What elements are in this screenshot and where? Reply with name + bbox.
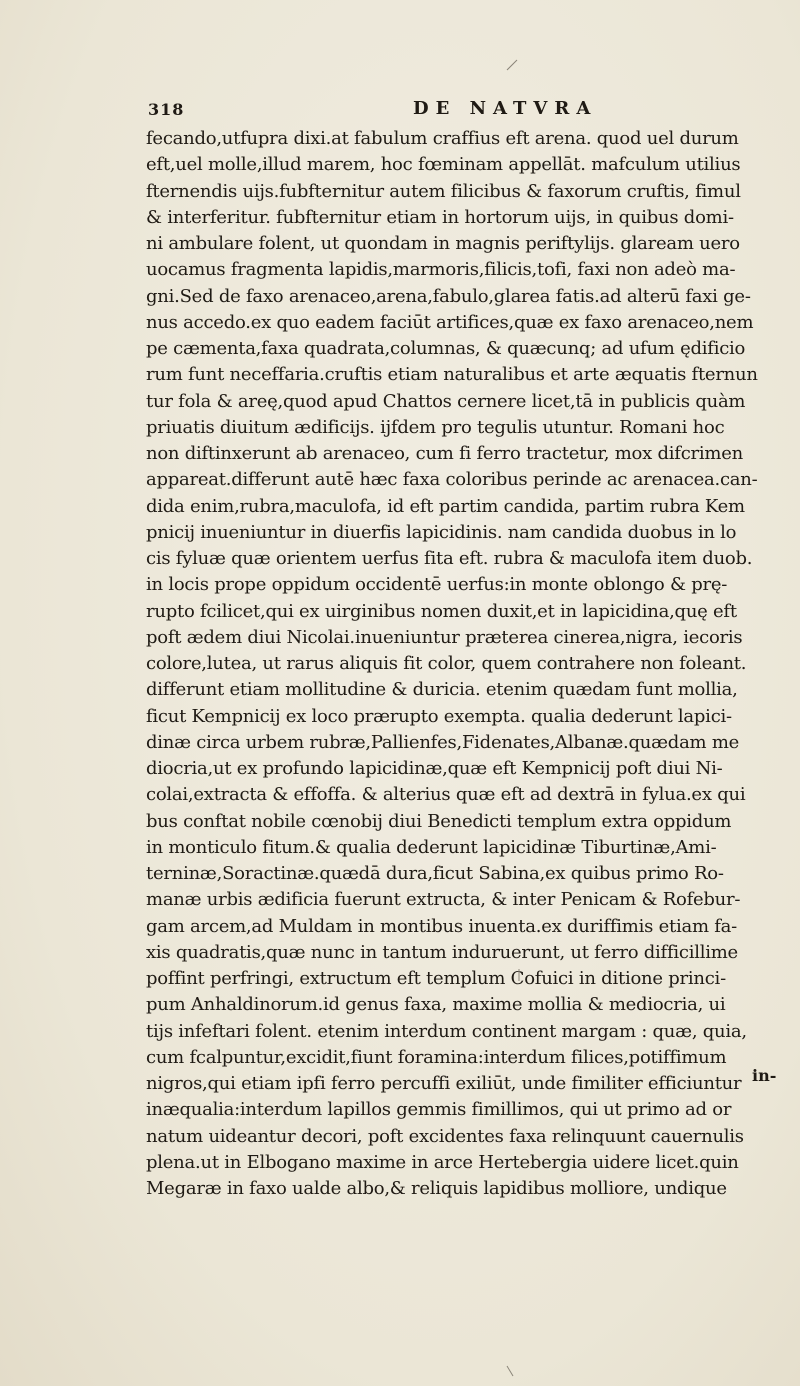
text-line: differunt etiam mollitudine & duricia. etenim quædam funt mollia, (146, 679, 738, 701)
catchword: in- (752, 1066, 777, 1085)
text-line: tijs infeftari folent. etenim interdum continent margam : quæ, quia, (146, 1020, 747, 1042)
ink-stroke-mark (505, 58, 519, 72)
text-line: xis quadratis,quæ nunc in tantum induruerunt, ut ferro difficillime (146, 941, 738, 963)
text-line: rupto fcilicet,qui ex uirginibus nomen duxit,et in lapicidina,quę eft (146, 600, 737, 622)
text-line: bus conftat nobile cœnobij diui Benedicti templum extra oppidum (146, 810, 732, 832)
page-header (148, 96, 788, 124)
text-line: uocamus fragmenta lapidis,marmoris,filicis,tofi, faxi non adeò ma- (146, 259, 736, 281)
text-line: non diftinxerunt ab arenaceo, cum fi ferro tractetur, mox difcrimen (146, 443, 743, 464)
text-line: rum funt neceffaria.cruftis etiam naturalibus et arte æquatis fternun (146, 364, 758, 386)
text-line: Megaræ in faxo ualde albo,& reliquis lapidibus molliore, undique (146, 1178, 727, 1199)
text-line: appareat.differunt autē hæc faxa coloribus perinde ac arenacea.can- (146, 469, 758, 491)
text-line: & interferitur. fubfternitur etiam in hortorum uijs, in quibus domi- (146, 206, 734, 228)
text-line: nus accedo.ex quo eadem faciūt artifices,quæ ex faxo arenaceo,nem (146, 311, 754, 333)
ink-speck-mark (515, 968, 523, 982)
text-line: cis fyluæ quæ orientem uerfus fita eft. rubra & maculofa item duob. (146, 548, 753, 569)
text-line: in monticulo fitum.& qualia dederunt lapicidinæ Tiburtinæ,Ami- (146, 836, 717, 858)
text-line: nigros,qui etiam ipfi ferro percuffi exiliūt, unde fimiliter efficiuntur (146, 1073, 742, 1094)
running-head: DE NATVRA (413, 98, 598, 119)
text-line: natum uideantur decori, poft excidentes faxa relinquunt cauernulis (146, 1125, 744, 1147)
text-line: ficut Kempnicij ex loco prærupto exempta. qualia dederunt lapici- (146, 705, 732, 727)
text-line: manæ urbis ædificia fuerunt extructa, & inter Penicam & Rofebur- (146, 889, 741, 911)
text-line: fternendis uijs.fubfternitur autem filicibus & faxorum cruftis, fimul (146, 180, 741, 202)
ink-stroke-mark (505, 1365, 515, 1377)
text-line: fecando,utfupra dixi.at fabulum craffius eft arena. quod uel durum (146, 128, 739, 149)
text-line: ni ambulare folent, ut quondam in magnis periftylijs. glaream uero (146, 233, 740, 254)
text-line: gam arcem,ad Muldam in montibus inuenta.ex duriffimis etiam fa- (146, 915, 737, 937)
text-line: dinæ circa urbem rubræ,Pallienfes,Fidenates,Albanæ.quædam me (146, 731, 740, 753)
text-line: tur fola & areę,quod apud Chattos cernere licet,tā in publicis quàm (146, 390, 746, 412)
text-line: inæqualia:interdum lapillos gemmis fimillimos, qui ut primo ad or (146, 1099, 732, 1121)
text-line: poffint perfringi, extructum eft templum Cofuici in ditione princi- (146, 968, 726, 989)
text-line: colai,extracta & effoffa. & alterius quæ eft ad dextrā in fylua.ex qui (146, 784, 746, 806)
text-line: plena.ut in Elbogano maxime in arce Hertebergia uidere licet.quin (146, 1151, 739, 1173)
text-line: poft ædem diui Nicolai.inueniuntur præterea cinerea,nigra, iecoris (146, 626, 743, 648)
text-line: pum Anhaldinorum.id genus faxa, maxime mollia & mediocria, ui (146, 994, 726, 1016)
text-line: gni.Sed de faxo arenaceo,arena,fabulo,glarea fatis.ad alterū faxi ge- (146, 285, 751, 307)
text-line: eft,uel molle,illud marem, hoc fœminam appellāt. mafculum utilius (146, 154, 741, 176)
text-line: pnicij inueniuntur in diuerfis lapicidinis. nam candida duobus in lo (146, 521, 737, 543)
text-line: cum fcalpuntur,excidit,fiunt foramina:interdum filices,potiffimum (146, 1046, 727, 1068)
text-line: diocria,ut ex profundo lapicidinæ,quæ eft Kempnicij poft diui Ni- (146, 758, 723, 779)
text-line: dida enim,rubra,maculofa, id eft partim candida, partim rubra Kem (146, 495, 745, 517)
folio-number: 318 (148, 100, 185, 119)
text-line: terninæ,Soractinæ.quædā dura,ficut Sabina,ex quibus primo Ro- (146, 863, 724, 884)
text-line: priuatis diuitum ædificijs. ijfdem pro tegulis utuntur. Romani hoc (146, 416, 725, 438)
body-text (146, 126, 796, 1202)
text-line: in locis prope oppidum occidentē uerfus:in monte oblongo & prę- (146, 574, 728, 596)
text-line: colore,lutea, ut rarus aliquis fit color, quem contrahere non foleant. (146, 653, 747, 674)
text-line: pe cæmenta,faxa quadrata,columnas, & quæcunq; ad ufum ędificio (146, 338, 746, 359)
